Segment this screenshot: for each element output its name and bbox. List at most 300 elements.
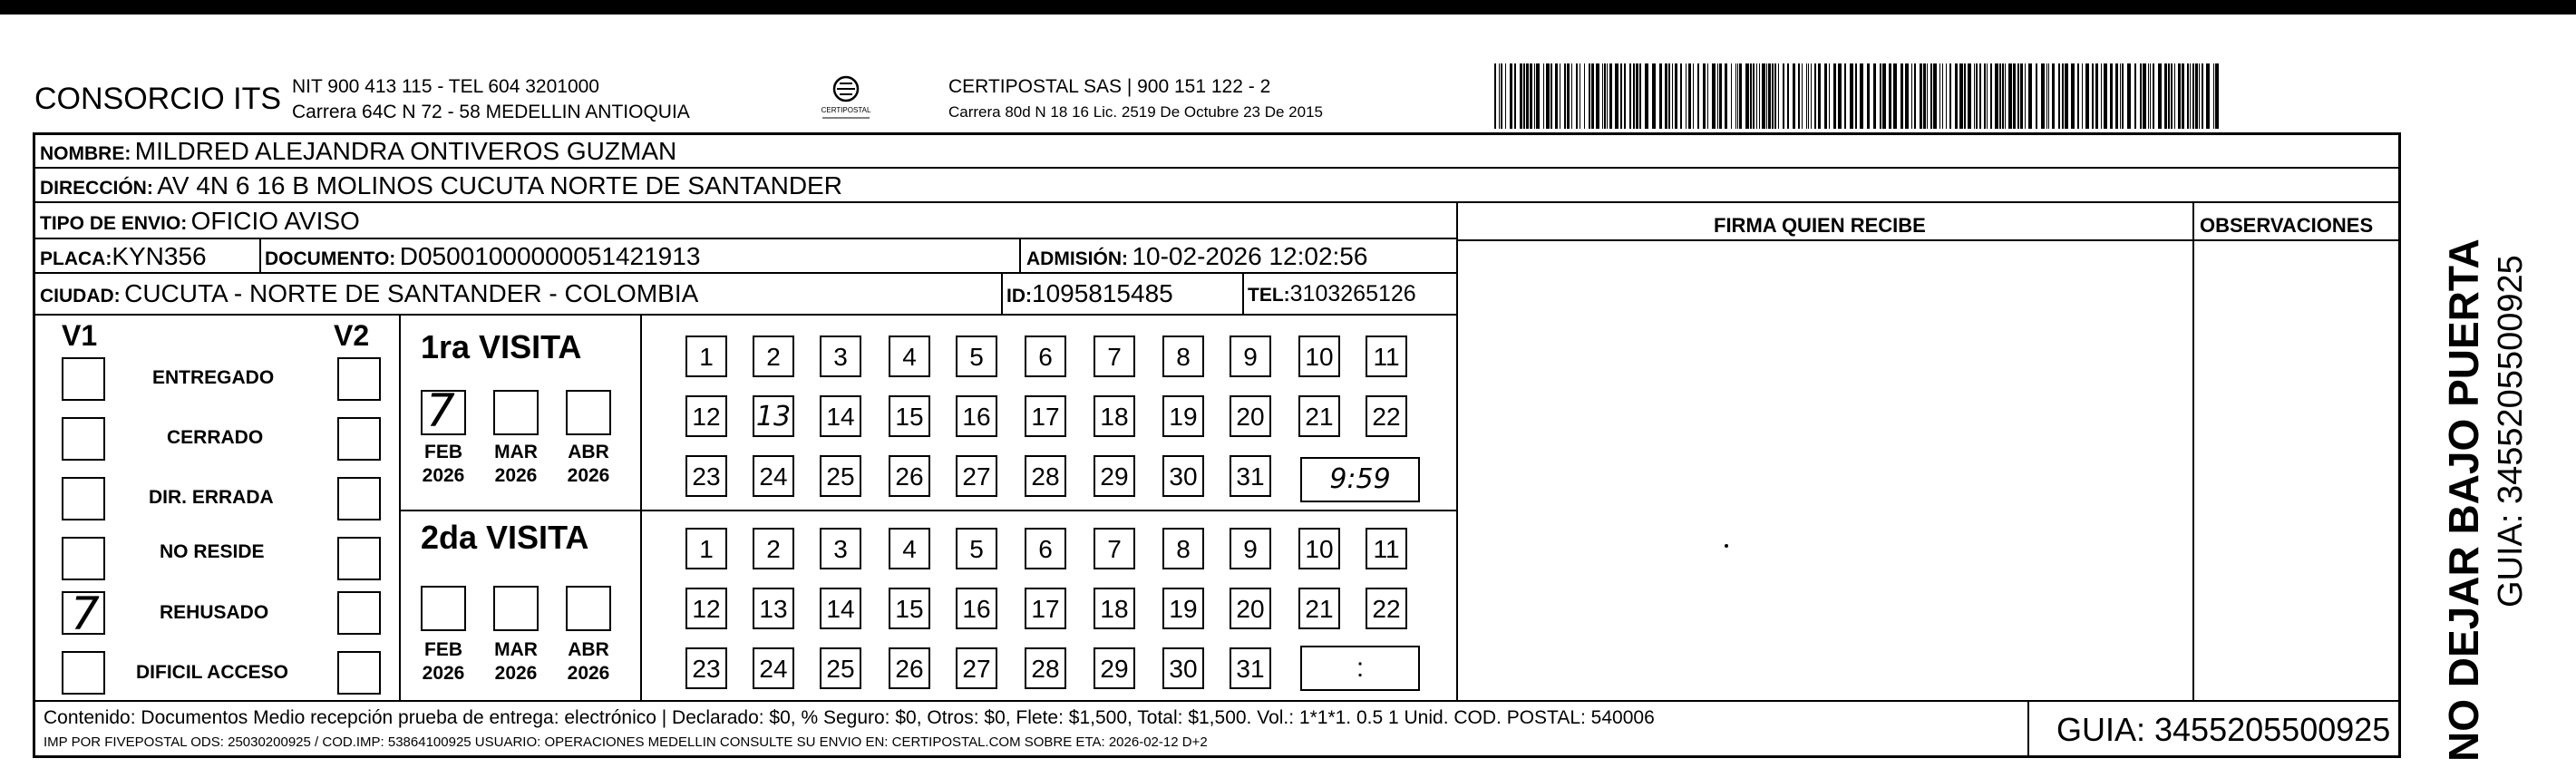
barcode-bar	[2206, 63, 2210, 129]
visit1-day-23[interactable]: 23	[685, 455, 727, 497]
visit1-day-19[interactable]: 19	[1162, 395, 1204, 437]
barcode-bar	[1811, 63, 1812, 129]
visit2-day-24[interactable]: 24	[753, 647, 794, 689]
barcode-bar	[1672, 63, 1673, 129]
barcode-bar	[2168, 63, 2170, 129]
barcode-bar	[1567, 63, 1570, 129]
barcode-bar	[1589, 63, 1590, 129]
divider	[399, 510, 1456, 511]
visit2-title: 2da VISITA	[421, 519, 589, 556]
barcode-bar	[2052, 63, 2055, 129]
direccion-row	[40, 171, 842, 200]
v1-rehusado-checkbox[interactable]	[62, 588, 105, 640]
barcode-bar	[1712, 63, 1716, 129]
barcode-bar	[1774, 63, 1776, 129]
barcode-bar	[1750, 63, 1752, 129]
barcode-bar	[1546, 63, 1550, 129]
visit1-title: 1ra VISITA	[421, 328, 582, 365]
visit1-feb-month: FEB	[424, 442, 462, 462]
divider	[1456, 239, 2401, 241]
barcode-bar	[2199, 63, 2200, 129]
v1-cerrado-checkbox[interactable]	[62, 417, 105, 461]
barcode-bar	[1505, 63, 1506, 129]
visit2-day-28[interactable]: 28	[1025, 647, 1066, 689]
barcode-bar	[1688, 63, 1691, 129]
status-entregado: ENTREGADO	[152, 367, 275, 388]
barcode-bar	[1762, 63, 1765, 129]
visit1-day-9[interactable]: 9	[1230, 336, 1271, 377]
barcode-bar	[2046, 63, 2047, 129]
barcode-bar	[1571, 63, 1572, 129]
barcode-bar	[2058, 63, 2060, 129]
barcode-bar	[1607, 63, 1608, 129]
barcode-bar	[1675, 63, 1677, 129]
guia-number: GUIA: 3455205500925	[2056, 711, 2391, 748]
barcode-bar	[1520, 63, 1522, 129]
visit2-day-7[interactable]: 7	[1094, 528, 1135, 569]
visit1-mar-month: MAR	[494, 442, 538, 462]
barcode-bar	[1900, 63, 1903, 129]
barcode-bar	[2028, 63, 2032, 129]
divider	[33, 238, 1456, 239]
divider	[1001, 272, 1003, 314]
barcode-bar	[2110, 63, 2113, 129]
visit1-feb-year: 2026	[422, 465, 465, 486]
nombre-value: MILDRED ALEJANDRA ONTIVEROS GUZMAN	[134, 137, 677, 165]
handwritten-mark: 7	[71, 588, 100, 640]
barcode-bar	[2213, 63, 2214, 129]
visit2-abr-month: ABR	[568, 639, 609, 660]
barcode-bar	[2077, 63, 2079, 129]
visit2-time: :	[1356, 653, 1365, 683]
tipo-envio-row	[40, 207, 360, 236]
v1-dificil-acceso-checkbox[interactable]	[62, 651, 105, 695]
barcode-bar	[1793, 63, 1795, 129]
barcode-bar	[2150, 63, 2151, 129]
barcode-bar	[1987, 63, 1988, 129]
barcode-bar	[2140, 63, 2142, 129]
barcode-bar	[2158, 63, 2162, 129]
barcode-bar	[1668, 63, 1670, 129]
barcode-bar	[1759, 63, 1760, 129]
barcode-bar	[1880, 63, 1881, 129]
barcode-bar	[1946, 63, 1947, 129]
visit2-day-13[interactable]: 13	[753, 588, 794, 629]
barcode-bar	[2008, 63, 2012, 129]
barcode-bar	[1536, 63, 1540, 129]
visit2-day-5[interactable]: 5	[956, 528, 997, 569]
visit1-abr-year: 2026	[567, 465, 610, 486]
barcode-bar	[1620, 63, 1622, 129]
side-guia-number: GUIA: 3455205500925	[2492, 255, 2530, 608]
barcode-bar	[2122, 63, 2124, 129]
barcode-bar	[2048, 63, 2049, 129]
v2-header: V2	[334, 319, 370, 352]
barcode-bar	[1609, 63, 1612, 129]
visit1-day-14[interactable]: 14	[820, 395, 861, 437]
certipostal-logo	[810, 73, 882, 123]
visit1-day-13[interactable]: 13	[753, 395, 794, 437]
visit2-day-21[interactable]: 21	[1298, 588, 1340, 629]
visit1-abr-label	[561, 441, 616, 488]
nit-line: NIT 900 413 115 - TEL 604 3201000	[292, 76, 599, 97]
barcode-bar	[1530, 63, 1532, 129]
barcode-bar	[2013, 63, 2016, 129]
barcode-bar	[1624, 63, 1626, 129]
v2-dir-errada-checkbox[interactable]	[337, 477, 381, 520]
visit1-day-8[interactable]: 8	[1162, 336, 1204, 377]
address-line: Carrera 64C N 72 - 58 MEDELLIN ANTIOQUIA	[292, 102, 690, 122]
barcode-bar	[2002, 63, 2004, 129]
visit1-day-7[interactable]: 7	[1094, 336, 1135, 377]
barcode-bar	[1933, 63, 1937, 129]
visit1-feb-label	[416, 441, 471, 488]
divider	[640, 314, 642, 700]
barcode-bar	[1745, 63, 1749, 129]
nombre-row	[40, 137, 676, 166]
tel-label: TEL:	[1248, 285, 1290, 306]
barcode-bar	[1889, 63, 1891, 129]
v2-dificil-acceso-checkbox[interactable]	[337, 651, 381, 695]
visit2-day-22[interactable]: 22	[1366, 588, 1407, 629]
barcode-bar	[1838, 63, 1842, 129]
barcode-bar	[1984, 63, 1986, 129]
barcode-bar	[1939, 63, 1940, 129]
barcode-bar	[1604, 63, 1606, 129]
status-cerrado: CERRADO	[167, 427, 264, 448]
visit2-mar-month: MAR	[494, 639, 538, 660]
barcode-bar	[2101, 63, 2102, 129]
barcode-bar	[1976, 63, 1978, 129]
visit2-day-3[interactable]: 3	[820, 528, 861, 569]
barcode-bar	[2134, 63, 2136, 129]
visit2-day-29[interactable]: 29	[1094, 647, 1135, 689]
barcode-bar	[1829, 63, 1830, 129]
tipo-envio-label: TIPO DE ENVIO:	[40, 213, 188, 234]
visit2-mar-label	[489, 638, 543, 686]
visit2-feb-month: FEB	[424, 639, 462, 660]
visit1-day-30[interactable]: 30	[1162, 455, 1204, 497]
visit2-mar-box[interactable]	[493, 586, 539, 631]
barcode-bar	[1564, 63, 1566, 129]
visit1-abr-month: ABR	[568, 442, 609, 462]
barcode-bar	[1927, 63, 1928, 129]
barcode-bar	[1534, 63, 1535, 129]
visit1-day-24[interactable]: 24	[753, 455, 794, 497]
divider	[33, 201, 2401, 203]
visit2-feb-box[interactable]	[421, 586, 466, 631]
barcode-bar	[2202, 63, 2203, 129]
visit2-day-9[interactable]: 9	[1230, 528, 1271, 569]
v1-dir-errada-checkbox[interactable]	[62, 477, 105, 520]
barcode-bar	[1995, 63, 1998, 129]
v1-entregado-checkbox[interactable]	[62, 357, 105, 401]
barcode-bar	[1596, 63, 1599, 129]
visit1-day-4[interactable]: 4	[889, 336, 930, 377]
barcode-bar	[1974, 63, 1975, 129]
visit1-day-25[interactable]: 25	[820, 455, 861, 497]
visit1-day-10[interactable]: 10	[1298, 336, 1340, 377]
certipostal-nit: CERTIPOSTAL SAS | 900 151 122 - 2	[948, 76, 1271, 97]
visit2-day-18[interactable]: 18	[1094, 588, 1135, 629]
visit2-day-15[interactable]: 15	[889, 588, 930, 629]
barcode-bar	[2192, 63, 2194, 129]
barcode-bar	[1844, 63, 1846, 129]
v2-cerrado-checkbox[interactable]	[337, 417, 381, 461]
barcode-bar	[1783, 63, 1784, 129]
visit1-day-2[interactable]: 2	[753, 336, 794, 377]
barcode-bar	[1615, 63, 1619, 129]
barcode-bar	[1930, 63, 1932, 129]
placa-label: PLACA:	[40, 248, 112, 269]
visit2-day-20[interactable]: 20	[1230, 588, 1271, 629]
barcode-bar	[2085, 63, 2089, 129]
barcode-bar	[1893, 63, 1897, 129]
barcode-bar	[1693, 63, 1694, 129]
barcode-bar	[1772, 63, 1774, 129]
visit2-day-10[interactable]: 10	[1298, 528, 1340, 569]
barcode-bar	[1968, 63, 1971, 129]
visit2-day-26[interactable]: 26	[889, 647, 930, 689]
visit2-day-1[interactable]: 1	[685, 528, 727, 569]
barcode-bar	[2005, 63, 2006, 129]
visit1-day-3[interactable]: 3	[820, 336, 861, 377]
visit1-day-21[interactable]: 21	[1298, 395, 1340, 437]
visit1-mar-label	[489, 441, 543, 488]
barcode-bar	[2182, 63, 2184, 129]
barcode-bar	[1499, 63, 1500, 129]
barcode-bar	[1923, 63, 1926, 129]
barcode-bar	[1753, 63, 1755, 129]
barcode-bar	[1806, 63, 1807, 129]
visit1-day-16[interactable]: 16	[956, 395, 997, 437]
barcode-bar	[1725, 63, 1727, 129]
visit2-day-30[interactable]: 30	[1162, 647, 1204, 689]
no-dejar-bajo-puerta-label: NO DEJAR BAJO PUERTA	[2440, 238, 2487, 762]
barcode-bar	[1824, 63, 1827, 129]
barcode-bar	[1756, 63, 1757, 129]
documento-value: D05001000000051421913	[399, 242, 701, 270]
visit1-day-18[interactable]: 18	[1094, 395, 1135, 437]
divider	[33, 167, 2401, 169]
barcode-bar	[2095, 63, 2098, 129]
barcode-bar	[1979, 63, 1981, 129]
visit1-day-31[interactable]: 31	[1230, 455, 1271, 497]
observaciones-header: OBSERVACIONES	[2200, 214, 2374, 237]
barcode-bar	[1920, 63, 1922, 129]
visit2-abr-year: 2026	[567, 663, 610, 684]
barcode-bar	[1636, 63, 1638, 129]
v2-rehusado-checkbox[interactable]	[337, 591, 381, 635]
barcode-bar	[2036, 63, 2037, 129]
barcode-bar	[1665, 63, 1667, 129]
barcode-bar	[1911, 63, 1912, 129]
barcode-bar	[1591, 63, 1594, 129]
logo-text: CERTIPOSTAL	[821, 106, 871, 114]
visit2-day-12[interactable]: 12	[685, 588, 727, 629]
barcode-bar	[1659, 63, 1662, 129]
status-rehusado: REHUSADO	[160, 602, 269, 623]
visit2-day-11[interactable]: 11	[1366, 528, 1407, 569]
nombre-label: NOMBRE:	[40, 143, 131, 164]
documento-label: DOCUMENTO:	[265, 248, 396, 269]
company-name: CONSORCIO ITS	[34, 82, 282, 116]
barcode-bar	[1697, 63, 1699, 129]
visit2-day-23[interactable]: 23	[685, 647, 727, 689]
barcode-bar	[2071, 63, 2075, 129]
visit2-day-25[interactable]: 25	[820, 647, 861, 689]
visit1-mar-box[interactable]	[493, 390, 539, 435]
divider	[1019, 238, 1021, 272]
visit1-day-17[interactable]: 17	[1025, 395, 1066, 437]
ciudad-field	[40, 279, 698, 308]
divider	[1242, 272, 1244, 314]
v2-no-reside-checkbox[interactable]	[337, 537, 381, 580]
visit1-day-1[interactable]: 1	[685, 336, 727, 377]
barcode-bar	[2195, 63, 2198, 129]
visit1-day-11[interactable]: 11	[1366, 336, 1407, 377]
barcode-bar	[1873, 63, 1876, 129]
visit1-abr-box[interactable]	[566, 390, 611, 435]
barcode-bar	[1850, 63, 1853, 129]
visit2-time-box[interactable]	[1300, 646, 1420, 691]
divider	[2192, 201, 2194, 700]
divider	[33, 314, 1456, 316]
barcode-bar	[2104, 63, 2107, 129]
visit1-feb-box[interactable]	[421, 384, 466, 437]
barcode-bar	[1942, 63, 1943, 129]
visit1-time-box[interactable]	[1300, 457, 1420, 502]
barcode-bar	[1707, 63, 1708, 129]
id-value: 1095815485	[1032, 279, 1173, 307]
barcode-bar	[1818, 63, 1821, 129]
barcode-bar	[2127, 63, 2131, 129]
admision-label: ADMISIÓN:	[1026, 248, 1128, 269]
visit1-day-26[interactable]: 26	[889, 455, 930, 497]
visit2-day-27[interactable]: 27	[956, 647, 997, 689]
v2-entregado-checkbox[interactable]	[337, 357, 381, 401]
visit1-day-28[interactable]: 28	[1025, 455, 1066, 497]
firma-header: FIRMA QUIEN RECIBE	[1714, 214, 1926, 237]
admision-value: 10-02-2026 12:02:56	[1132, 242, 1368, 270]
barcode-bar	[1633, 63, 1635, 129]
barcode-bar	[2092, 63, 2094, 129]
visit1-day-15[interactable]: 15	[889, 395, 930, 437]
visit2-day-2[interactable]: 2	[753, 528, 794, 569]
visit1-day-29[interactable]: 29	[1094, 455, 1135, 497]
tipo-envio-value: OFICIO AVISO	[190, 207, 360, 235]
barcode-bar	[1955, 63, 1958, 129]
visit2-feb-year: 2026	[422, 663, 465, 684]
barcode-bar	[1735, 63, 1736, 129]
barcode-bar	[1555, 63, 1558, 129]
divider	[1456, 201, 1458, 700]
visit2-day-6[interactable]: 6	[1025, 528, 1066, 569]
v1-no-reside-checkbox[interactable]	[62, 537, 105, 580]
barcode-bar	[1576, 63, 1578, 129]
barcode-bar	[2174, 63, 2175, 129]
placa-value: KYN356	[112, 242, 207, 270]
barcode-bar	[2187, 63, 2189, 129]
certipostal-info	[948, 74, 1323, 125]
barcode-bar	[2143, 63, 2146, 129]
barcode-bar	[2178, 63, 2181, 129]
visit2-mar-year: 2026	[494, 663, 538, 684]
visit2-day-31[interactable]: 31	[1230, 647, 1271, 689]
barcode-bar	[1778, 63, 1779, 129]
visit2-day-4[interactable]: 4	[889, 528, 930, 569]
visit1-day-12[interactable]: 12	[685, 395, 727, 437]
barcode-bar	[2025, 63, 2026, 129]
barcode-bar	[1833, 63, 1836, 129]
barcode-bar	[1731, 63, 1732, 129]
direccion-value: AV 4N 6 16 B MOLINOS CUCUTA NORTE DE SANTANDER	[157, 171, 842, 199]
barcode-bar	[1737, 63, 1738, 129]
barcode-bar	[1652, 63, 1656, 129]
visit1-day-20[interactable]: 20	[1230, 395, 1271, 437]
barcode-bar	[1999, 63, 2001, 129]
barcode-bar	[1719, 63, 1722, 129]
visit2-day-17[interactable]: 17	[1025, 588, 1066, 629]
barcode-bar	[1629, 63, 1631, 129]
barcode-bar	[1526, 63, 1529, 129]
ciudad-label: CIUDAD:	[40, 286, 121, 306]
footer-contents: Contenido: Documentos Medio recepción prueba de entrega: electrónico | Declarado: $0, % Seguro: $0, Otros: $0, Flete: $1,500, Total: $1,500. Vol.: 1*1*1. 0.5 1 Unid. COD. POSTAL: 540006	[44, 707, 1655, 728]
tel-value: 3103265126	[1289, 281, 1416, 306]
visit2-day-14[interactable]: 14	[820, 588, 861, 629]
barcode-bar	[2171, 63, 2173, 129]
barcode-bar	[1905, 63, 1909, 129]
barcode-bar	[1768, 63, 1771, 129]
visit2-day-16[interactable]: 16	[956, 588, 997, 629]
barcode-bar	[1798, 63, 1800, 129]
barcode-bar	[1717, 63, 1718, 129]
visit1-day-22[interactable]: 22	[1366, 395, 1407, 437]
barcode-bar	[1494, 63, 1496, 129]
visit2-abr-box[interactable]	[566, 586, 611, 631]
certipostal-address: Carrera 80d N 18 16 Lic. 2519 De Octubre 23 De 2015	[948, 103, 1323, 121]
barcode-bar	[2020, 63, 2023, 129]
visit1-day-6[interactable]: 6	[1025, 336, 1066, 377]
barcode-bar	[1808, 63, 1809, 129]
barcode-bar	[2082, 63, 2083, 129]
barcode-bar	[1959, 63, 1963, 129]
visit2-day-19[interactable]: 19	[1162, 588, 1204, 629]
barcode-bar	[1766, 63, 1767, 129]
documento-field	[265, 242, 700, 271]
visit1-day-5[interactable]: 5	[956, 336, 997, 377]
barcode-bar	[1964, 63, 1966, 129]
visit1-day-27[interactable]: 27	[956, 455, 997, 497]
id-field	[1006, 279, 1173, 308]
barcode-bar	[1680, 63, 1682, 129]
barcode-bar	[1514, 63, 1516, 129]
barcode-bar	[2215, 63, 2219, 129]
visit2-day-8[interactable]: 8	[1162, 528, 1204, 569]
barcode-bar	[1584, 63, 1585, 129]
placa-field	[40, 242, 207, 271]
barcode-bar	[1814, 63, 1816, 129]
footer-print-info: IMP POR FIVEPOSTAL ODS: 25030200925 / COD.IMP: 53864100925 USUARIO: OPERACIONES MEDELLIN CONSULTE SU ENVIO EN: CERTIPOSTAL.COM SOBRE ETA: 2026-02-12 D+2	[44, 734, 1208, 750]
barcode	[1494, 63, 2221, 129]
visit2-abr-label	[561, 638, 616, 686]
barcode-bar	[2153, 63, 2154, 129]
barcode-bar	[2148, 63, 2149, 129]
barcode-bar	[2115, 63, 2118, 129]
barcode-bar	[1867, 63, 1870, 129]
barcode-bar	[1703, 63, 1706, 129]
signature-dot	[1725, 544, 1728, 548]
